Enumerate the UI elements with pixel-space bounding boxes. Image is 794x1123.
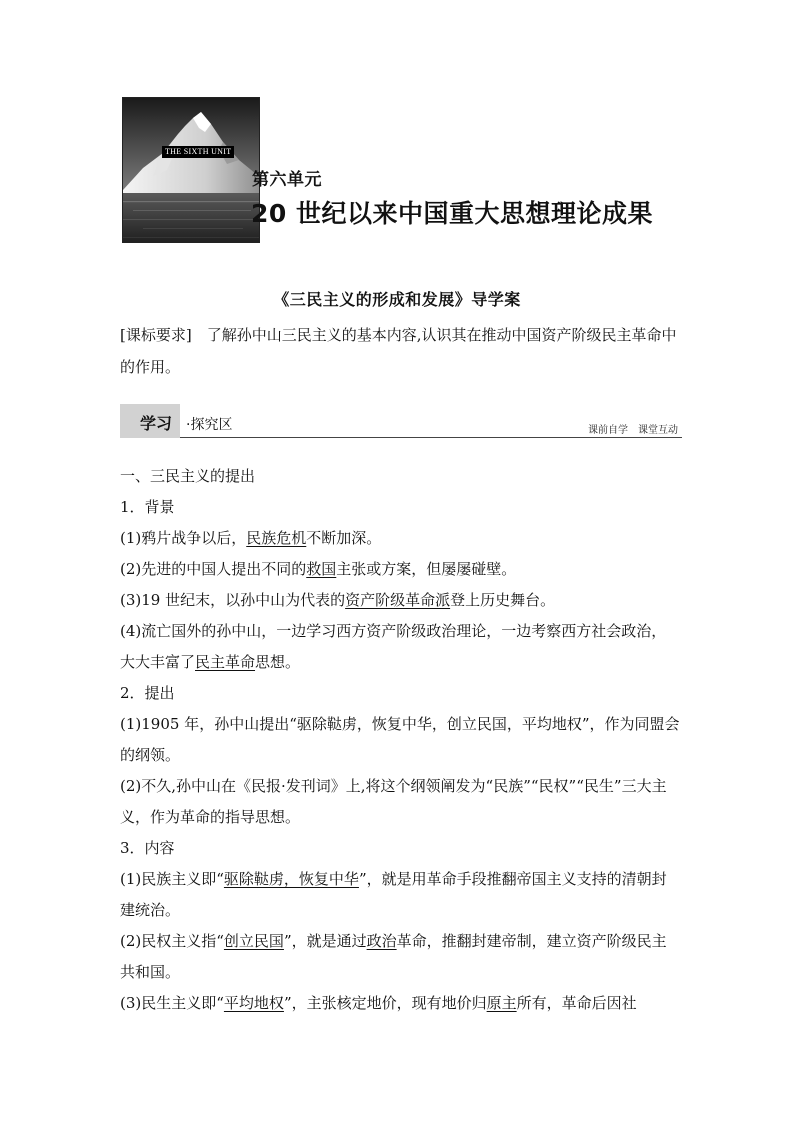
unit-title: 20 世纪以来中国重大思想理论成果: [251, 199, 653, 228]
unit-number: 第六单元: [252, 170, 322, 190]
text-span: (3)民生主义即“: [120, 994, 224, 1012]
text-span: 不断加深。: [306, 529, 382, 547]
text-span: (3)19 世纪末，以孙中山为代表的: [120, 591, 346, 609]
background-item-4: [120, 616, 680, 678]
text-span: 登上历史舞台。: [450, 591, 556, 609]
subheading-proposal: 2．提出: [120, 684, 175, 702]
key-term: 创立民国: [223, 932, 284, 950]
subheading-content: 3．内容: [120, 839, 175, 857]
section-subtitle: ·探究区: [186, 417, 233, 433]
section-title: 学习: [140, 414, 173, 433]
key-term: 民主革命: [195, 653, 256, 671]
key-term: 民族危机: [246, 529, 307, 547]
heading-proposal: 一、三民主义的提出: [120, 467, 256, 485]
requirement-text: 了解孙中山三民主义的基本内容,认识其在推动中国资产阶级民主革命中的作用。: [120, 326, 677, 376]
text-span: ”，主张核定地价，现有地价归: [283, 994, 487, 1012]
study-content: [120, 461, 680, 1019]
proposal-item-2: (2)不久,孙中山在《民报·发刊词》上,将这个纲领阐发为“民族”“民权”“民生”三大主义，作为革命的指导思想。: [120, 777, 667, 826]
content-item-3: [120, 988, 680, 1019]
subheading-background: 1．背景: [120, 498, 175, 516]
key-term: 平均地权: [223, 994, 284, 1012]
text-span: (1)民族主义即“: [120, 870, 224, 888]
key-term: 驱除鞑虏，恢复中华: [223, 870, 359, 888]
background-item-2: [120, 554, 680, 585]
requirement-tag: [课标要求]: [120, 326, 192, 344]
key-term: 救国: [306, 560, 337, 578]
text-span: (2)民权主义指“: [120, 932, 224, 950]
text-span: ”，就是通过: [283, 932, 367, 950]
unit-cover-image: [122, 97, 260, 243]
background-item-1: [120, 523, 680, 554]
frame-line-bottom: [122, 242, 260, 243]
iceberg-illustration: [123, 98, 260, 243]
text-span: 所有，革命后因社: [516, 994, 637, 1012]
curriculum-requirement: [120, 319, 680, 383]
document-title: 《三民主义的形成和发展》导学案: [273, 290, 521, 309]
background-item-3: [120, 585, 680, 616]
key-term: 政治: [366, 932, 397, 950]
text-span: 思想。: [255, 653, 301, 671]
unit-header: [122, 97, 682, 247]
text-span: 革命，推翻封建帝制，建立资产阶级民主共和国。: [120, 932, 667, 981]
section-divider: [180, 437, 682, 438]
section-header: [120, 404, 682, 438]
content-item-1: [120, 864, 680, 926]
proposal-item-1: (1)1905 年，孙中山提出“驱除鞑虏，恢复中华，创立民国，平均地权”，作为同盟会的纲领。: [120, 715, 680, 764]
text-span: (1)鸦片战争以后，: [120, 529, 247, 547]
key-term: 原主: [486, 994, 517, 1012]
text-span: (2)先进的中国人提出不同的: [120, 560, 307, 578]
content-item-2: [120, 926, 680, 988]
section-right-label: 课前自学 课堂互动: [588, 425, 678, 436]
text-span: 主张或方案，但屡屡碰壁。: [336, 560, 517, 578]
text-span: ”，就是用革命手段推翻帝国主义支持的清朝封建统治。: [120, 870, 667, 919]
key-term: 资产阶级革命派: [345, 591, 451, 609]
unit-image-label: THE SIXTH UNIT: [162, 146, 234, 158]
text-span: (4)流亡国外的孙中山，一边学习西方资产阶级政治理论，一边考察西方社会政治，大大丰富了: [120, 622, 667, 671]
